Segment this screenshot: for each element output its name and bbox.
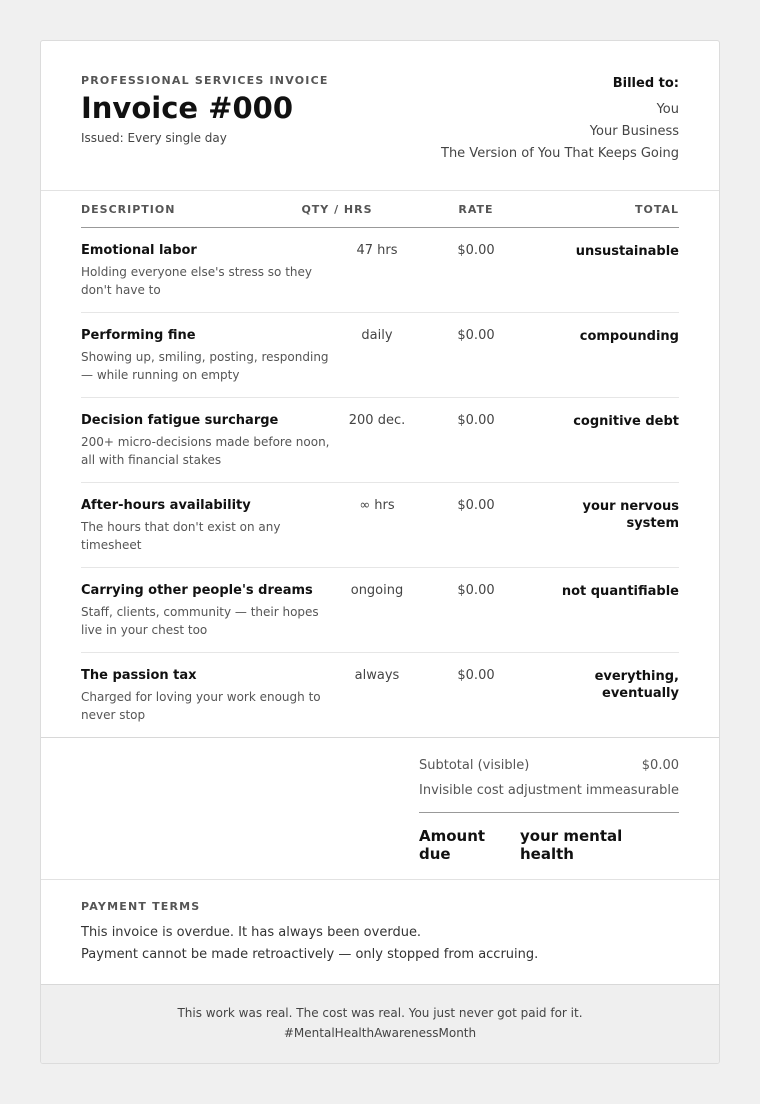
item-description: Holding everyone else's stress so they don't have to bbox=[81, 265, 312, 297]
amount-due-value: your mental health bbox=[520, 827, 623, 863]
table-row bbox=[81, 483, 679, 568]
item-total: cognitive debt bbox=[573, 414, 679, 429]
item-name: Emotional labor bbox=[81, 243, 197, 258]
column-header-description: DESCRIPTION bbox=[81, 203, 176, 216]
billed-to-block bbox=[441, 76, 679, 165]
payment-terms bbox=[81, 900, 681, 966]
item-description: Charged for loving your work enough to never stop bbox=[81, 690, 321, 722]
amount-due-row bbox=[419, 827, 679, 863]
adjustment-label: Invisible cost adjustment bbox=[419, 783, 582, 798]
item-qty: daily bbox=[361, 328, 393, 343]
subtotal-value: $0.00 bbox=[641, 758, 679, 773]
issued-date: Issued: Every single day bbox=[81, 131, 227, 145]
item-description: Staff, clients, community — their hopes live in your chest too bbox=[81, 605, 319, 637]
invoice-header bbox=[41, 41, 719, 191]
item-total: not quantifiable bbox=[561, 584, 679, 599]
item-description: 200+ micro-decisions made before noon, all with financial stakes bbox=[81, 435, 330, 467]
item-qty: 47 hrs bbox=[356, 243, 398, 258]
item-name: After-hours availability bbox=[81, 498, 251, 513]
item-total: everything, eventually bbox=[594, 669, 679, 701]
payment-terms-line: This invoice is overdue. It has always been overdue. bbox=[81, 925, 422, 940]
adjustment-value: immeasurable bbox=[585, 783, 679, 798]
item-name: Performing fine bbox=[81, 328, 196, 343]
billed-to-line: The Version of You That Keeps Going bbox=[441, 146, 679, 161]
item-qty: 200 dec. bbox=[348, 413, 406, 428]
table-row bbox=[81, 228, 679, 313]
totals-block bbox=[419, 758, 679, 863]
item-rate: $0.00 bbox=[457, 498, 495, 513]
column-header-total: TOTAL bbox=[634, 203, 679, 216]
item-qty: always bbox=[354, 668, 400, 683]
item-total: your nervous system bbox=[582, 499, 679, 531]
item-rate: $0.00 bbox=[457, 328, 495, 343]
item-rate: $0.00 bbox=[457, 583, 495, 598]
subtotal-label: Subtotal (visible) bbox=[419, 758, 530, 773]
item-total: compounding bbox=[579, 329, 679, 344]
item-qty: ongoing bbox=[350, 583, 404, 598]
item-description: Showing up, smiling, posting, responding — while running on empty bbox=[81, 350, 329, 382]
invoice-footer bbox=[41, 984, 719, 1064]
invoice-card bbox=[40, 40, 720, 1064]
item-name: Carrying other people's dreams bbox=[81, 583, 313, 598]
table-row bbox=[81, 398, 679, 483]
item-name: Decision fatigue surcharge bbox=[81, 413, 279, 428]
item-rate: $0.00 bbox=[457, 413, 495, 428]
item-rate: $0.00 bbox=[457, 243, 495, 258]
adjustment-row bbox=[419, 783, 679, 808]
totals-divider bbox=[419, 812, 679, 813]
table-row bbox=[81, 568, 679, 653]
totals-section bbox=[41, 737, 719, 880]
table-header bbox=[81, 191, 679, 228]
item-rate: $0.00 bbox=[457, 668, 495, 683]
invoice-title: Invoice #000 bbox=[81, 91, 293, 125]
item-name: The passion tax bbox=[81, 668, 197, 683]
billed-to-line: Your Business bbox=[589, 124, 679, 139]
subtotal-row bbox=[419, 758, 679, 783]
billed-to-line: You bbox=[656, 102, 679, 117]
billed-to-label: Billed to: bbox=[612, 76, 679, 91]
payment-terms-line: Payment cannot be made retroactively — only stopped from accruing. bbox=[81, 947, 539, 962]
item-total: unsustainable bbox=[575, 244, 679, 259]
line-items-table bbox=[81, 191, 679, 738]
item-qty: ∞ hrs bbox=[359, 498, 395, 513]
column-header-rate: RATE bbox=[458, 203, 494, 216]
table-row bbox=[81, 653, 679, 738]
invoice-eyebrow: PROFESSIONAL SERVICES INVOICE bbox=[81, 74, 329, 87]
table-row bbox=[81, 313, 679, 398]
footer-message: This work was real. The cost was real. You just never got paid for it. bbox=[177, 1006, 583, 1020]
amount-due-label: Amount due bbox=[419, 827, 486, 863]
footer-hashtag: #MentalHealthAwarenessMonth bbox=[283, 1026, 477, 1040]
column-header-qty: QTY / HRS bbox=[301, 203, 373, 216]
payment-terms-title: PAYMENT TERMS bbox=[81, 900, 201, 913]
item-description: The hours that don't exist on any timesheet bbox=[81, 520, 281, 552]
